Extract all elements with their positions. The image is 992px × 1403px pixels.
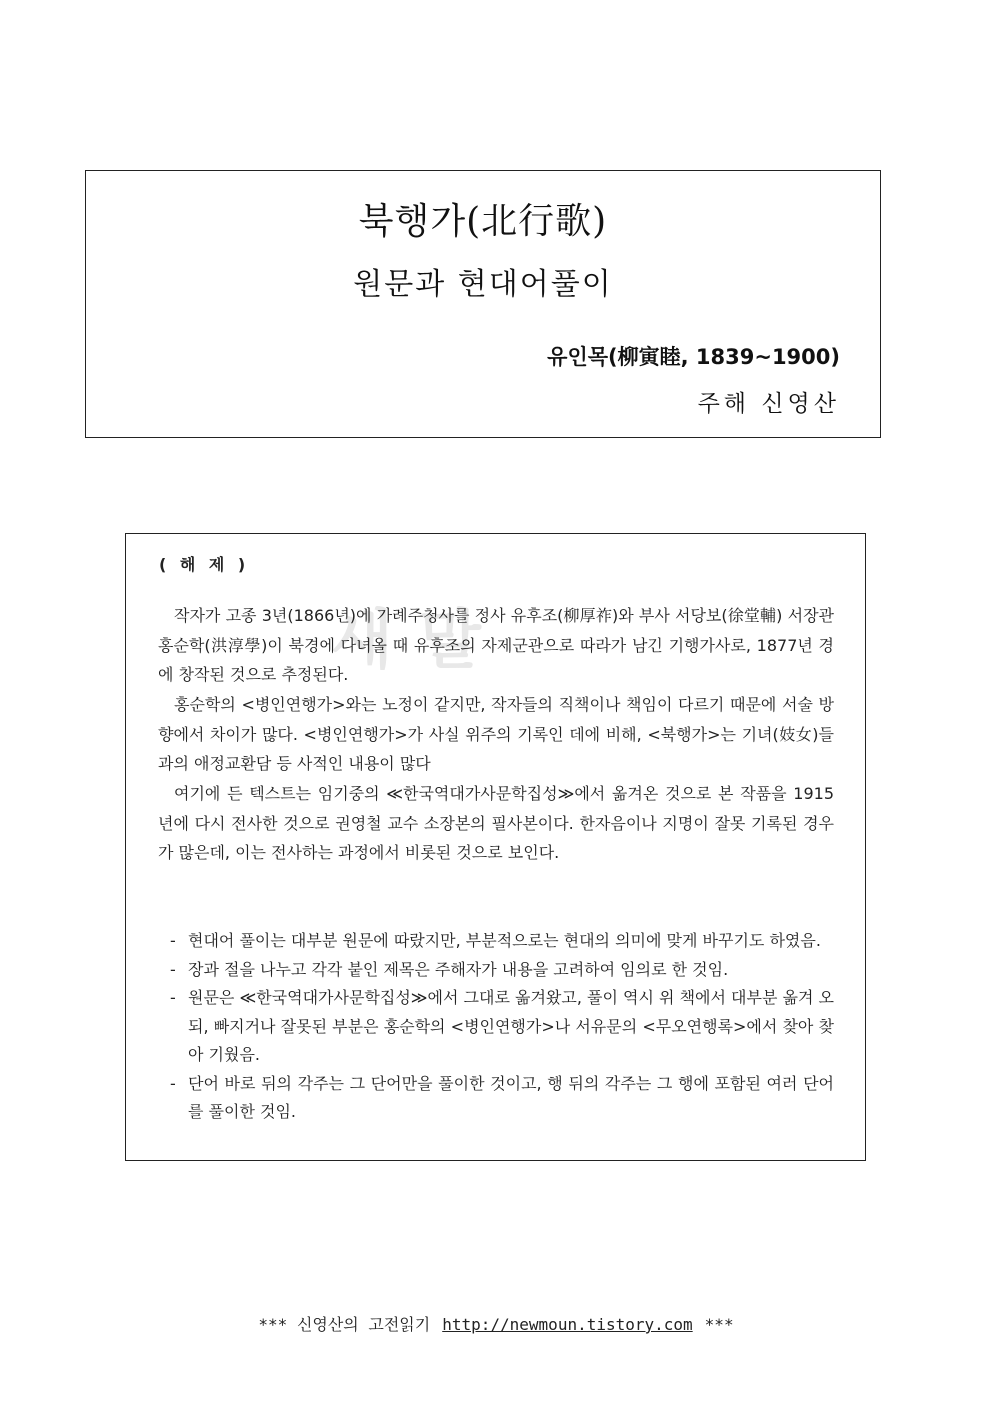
intro-paragraph-3: 여기에 든 텍스트는 임기중의 ≪한국역대가사문학집성≫에서 옮겨온 것으로 본 작품을 1915년에 다시 전사한 것으로 권영철 교수 소장본의 필사본이다. 한자음이나 지명이 잘못 기록된 경우가 많은데, 이는 전사하는 과정에서 비롯된 것으로 보인다. [158,784,834,862]
note-item-2: - 장과 절을 나누고 각각 붙인 제목은 주해자가 내용을 고려하여 임의로 한 것임. [166,956,834,985]
intro-box [125,533,866,1161]
intro-paragraph-2: 홍순학의 <병인연행가>와는 노정이 같지만, 작자들의 직책이나 책임이 다르기 때문에 서술 방향에서 차이가 많다. <병인연행가>가 사실 위주의 기록인 데에 비해, <북행가>는 기녀(妓女)들과의 애정교환담 등 사적인 내용이 많다 [158,695,834,773]
title-box [85,170,881,438]
footer-right-text: *** [704,1315,734,1334]
notes-list [166,927,834,1127]
note-item-1: - 현대어 풀이는 대부분 원문에 따랐지만, 부분적으로는 현대의 의미에 맞게 바꾸기도 하였음. [166,927,834,956]
note-item-4: - 단어 바로 뒤의 각주는 그 단어만을 풀이한 것이고, 행 뒤의 각주는 그 행에 포함된 여러 단어를 풀이한 것임. [166,1070,834,1127]
intro-paragraph-1: 작자가 고종 3년(1866년)에 가례주청사를 정사 유후조(柳厚祚)와 부사 서당보(徐堂輔) 서장관 홍순학(洪淳學)이 북경에 다녀올 때 유후조의 자제군관으로 따라가 남긴 기행가사로, 1877년 경에 창작된 것으로 추정된다. [158,606,834,684]
footer-left-text: *** 신영산의 고전읽기 [258,1315,431,1334]
blog-link[interactable]: http://newmoun.tistory.com [442,1315,693,1334]
document-subtitle: 원문과 현대어풀이 [353,267,613,302]
note-item-3: - 원문은 ≪한국역대가사문학집성≫에서 그대로 옮겨왔고, 풀이 역시 위 책에서 대부분 옮겨 오되, 빠지거나 잘못된 부분은 홍순학의 <병인연행가>나 서유문의 <무오연행록>에서 찾아 찾아 기웠음. [166,984,834,1070]
footer [0,1312,992,1335]
editor-line: 주해 신영산 [697,391,840,417]
author-line: 유인목(柳寅睦, 1839~1900) [547,345,840,369]
intro-heading: ( 해 제 ) [159,555,250,574]
document-title: 북행가(北行歌) [358,201,608,242]
watermark: 새 말 [331,604,483,678]
